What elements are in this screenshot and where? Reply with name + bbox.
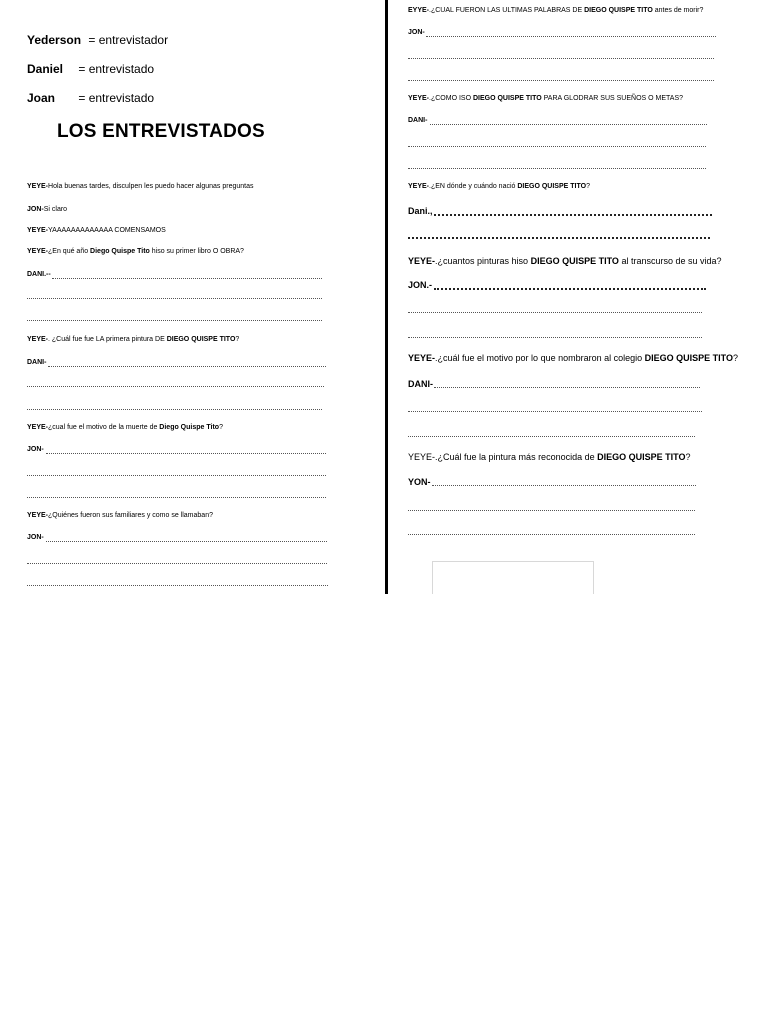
question-line	[27, 336, 239, 343]
answer-line	[46, 453, 326, 454]
answer-line	[46, 541, 327, 542]
question-text: ?	[586, 183, 590, 190]
dialogue-text: Si claro	[43, 206, 68, 213]
speaker-label: YEYE-	[27, 227, 49, 234]
role-separator: =	[78, 62, 89, 76]
question-text: ?	[235, 336, 240, 343]
question-text: .¿CUAL FUERON LAS ULTIMAS PALABRAS DE	[429, 7, 585, 14]
subject-name: DIEGO QUISPE TITO	[597, 452, 686, 462]
answer-line	[430, 124, 707, 125]
answer-label: DANI-	[408, 379, 433, 389]
answer-label: DANI.--	[27, 271, 51, 278]
speaker-label: YEYE-	[27, 424, 49, 431]
question-text: .¿cuál fue el motivo por lo que nombraron al colegio	[435, 353, 645, 363]
answer-label: DANI-	[27, 359, 47, 366]
subject-name: Diego Quispe Tito	[159, 424, 220, 431]
answer-label: YON-	[408, 477, 431, 487]
dialogue-line	[27, 206, 67, 213]
answer-line	[408, 436, 695, 437]
role-line-interviewee-1	[27, 62, 154, 76]
question-text: ¿Quiénes fueron sus familiares y como se llamaban?	[48, 512, 213, 519]
dialogue-line	[27, 183, 254, 190]
question-text: .¿cuantos pinturas hiso	[435, 256, 531, 266]
answer-label: JON-	[27, 446, 44, 453]
speaker-label: YEYE-	[27, 512, 49, 519]
speaker-label: JON-	[27, 206, 44, 213]
speaker-label: YEYE-	[27, 248, 49, 255]
answer-line	[408, 337, 702, 338]
answer-label: Dani.,	[408, 206, 433, 216]
role-line-interviewee-2	[27, 91, 154, 105]
subject-name: DIEGO QUISPE TITO	[517, 183, 587, 190]
answer-label: DANI-	[408, 117, 428, 124]
role-name: Joan	[27, 91, 56, 105]
answer-line	[48, 366, 326, 367]
question-text: hiso su primer libro O OBRA?	[149, 248, 244, 255]
answer-line	[408, 510, 695, 511]
question-text: .¿COMO ISO	[429, 95, 473, 102]
role-separator: =	[88, 33, 99, 47]
answer-line	[434, 288, 706, 290]
speaker-label: YEYE-	[408, 353, 436, 363]
answer-line	[27, 320, 322, 321]
speaker-label: YEYE-	[408, 183, 430, 190]
question-line	[27, 248, 244, 255]
answer-line	[408, 312, 702, 313]
question-text: ?	[685, 452, 691, 462]
answer-line	[408, 146, 706, 147]
role-description: entrevistador	[98, 33, 169, 47]
empty-box	[432, 561, 594, 594]
speaker-label: YEYE-	[27, 336, 49, 343]
answer-line	[27, 563, 327, 564]
question-text: ¿cual fue el motivo de la muerte de	[48, 424, 160, 431]
answer-label: JON-	[408, 29, 425, 36]
question-line	[408, 183, 590, 190]
answer-line	[27, 475, 326, 476]
role-name: Yederson	[27, 33, 82, 47]
answer-line	[27, 409, 322, 410]
question-line	[27, 424, 223, 431]
question-text: .¿Cuál fue la pintura más reconocida de	[435, 452, 598, 462]
role-name: Daniel	[27, 62, 64, 76]
answer-line	[408, 237, 710, 239]
subject-name: Diego Quispe Tito	[90, 248, 150, 255]
role-description: entrevistado	[88, 62, 155, 76]
answer-line	[434, 387, 700, 388]
answer-line	[426, 36, 716, 37]
question-text: . ¿Cuál fue fue LA primera pintura DE	[48, 336, 167, 343]
question-text: al transcurso de su vida?	[618, 256, 722, 266]
question-text: ?	[733, 353, 739, 363]
speaker-label: YEYE-	[408, 256, 436, 266]
answer-line	[408, 80, 714, 81]
answer-line	[408, 534, 695, 535]
speaker-label: YEYE-	[27, 183, 49, 190]
answer-label: JON-	[27, 534, 44, 541]
role-line-interviewer	[27, 33, 168, 47]
subject-name: DIEGO QUISPE TITO	[166, 336, 236, 343]
dialogue-text: YAAAAAAAAAAAAA COMENSAMOS	[48, 227, 166, 234]
speaker-label: YEYE-	[408, 452, 436, 462]
dialogue-line	[27, 227, 166, 234]
subject-name: DIEGO QUISPE TITO	[472, 95, 542, 102]
subject-name: DIEGO QUISPE TITO	[530, 256, 619, 266]
subject-name: DIEGO QUISPE TITO	[584, 7, 653, 14]
answer-line	[432, 485, 696, 486]
question-text: PARA GLODRAR SUS SUEÑOS O METAS?	[541, 95, 684, 102]
answer-line	[27, 386, 324, 387]
speaker-label: YEYE-	[408, 95, 430, 102]
answer-line	[408, 58, 714, 59]
dialogue-text: Hola buenas tardes, disculpen les puedo hacer algunas preguntas	[48, 183, 254, 190]
answer-line	[27, 298, 322, 299]
answer-label: JON.-	[408, 280, 433, 290]
question-line	[27, 512, 213, 519]
document-title: LOS ENTREVISTADOS	[57, 121, 265, 142]
answer-line	[27, 585, 328, 586]
question-text: antes de morir?	[652, 7, 704, 14]
answer-line	[27, 497, 326, 498]
question-line	[408, 256, 722, 266]
answer-line	[52, 278, 322, 279]
role-description: entrevistado	[88, 91, 155, 105]
question-line	[408, 353, 738, 363]
answer-line	[408, 168, 706, 169]
question-text: ?	[219, 424, 223, 431]
subject-name: DIEGO QUISPE TITO	[644, 353, 733, 363]
question-text: .¿EN dónde y cuándo nació	[429, 183, 518, 190]
column-divider	[385, 0, 388, 594]
question-line	[408, 7, 703, 14]
speaker-label: EYYE-	[408, 7, 430, 14]
answer-line	[408, 411, 702, 412]
role-separator: =	[78, 91, 89, 105]
answer-line	[434, 214, 712, 216]
question-text: ¿En qué año	[48, 248, 91, 255]
question-line	[408, 452, 690, 462]
question-line	[408, 95, 683, 102]
